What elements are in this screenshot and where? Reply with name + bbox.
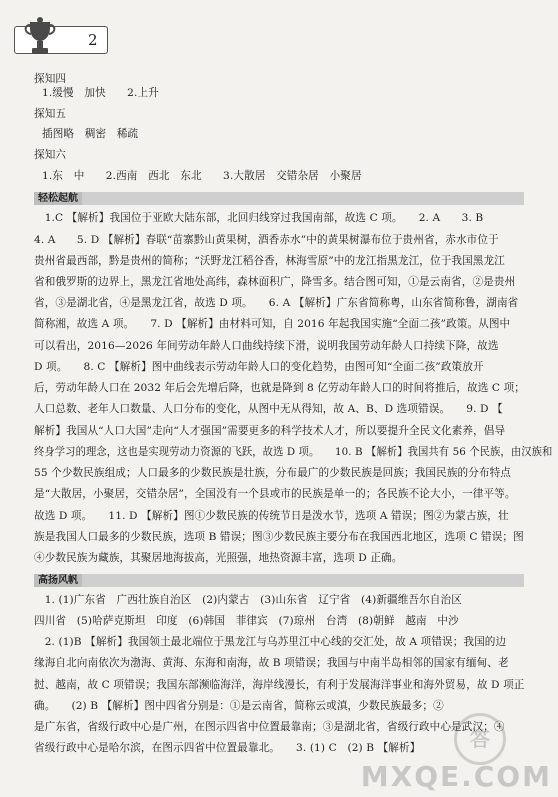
text-line: 简称湘，故选 A 项。 7. D 【解析】由材料可知，自 2016 年起我国实施“全面二孩”政策。从图中 [34, 318, 511, 330]
text-line: 族是我国人口最多的少数民族，选项 B 错误；图③少数民族主要分布在我国西北地区，选项 C 错误；图 [34, 531, 524, 543]
text-line: 探知五 [34, 108, 67, 120]
text-line: 人口总数、老年人口数量、人口分布的变化，从图中无从得知，故 A、B、D 选项错误。 9. D 【 [34, 403, 503, 415]
text-line: 2. (1)B 【解析】我国领土最北端位于黑龙江与乌苏里江中心线的交汇处，故 A 项错误；我国的边 [34, 636, 507, 648]
text-line: 终身学习的理念，这也是实现劳动力资源的飞跃，故选 D 项。 10. B 【解析】我国共有 56 个民族，由汉族和 [34, 446, 553, 458]
section-title: 轻松起航 [34, 192, 82, 205]
text-line: 1.缓慢 加快 2.上升 [42, 87, 159, 99]
text-line: 可以看出，2016—2026 年间劳动年龄人口曲线持续下滑，说明我国劳动年龄人口持续下降，故选 [34, 340, 499, 352]
section-header-bar [34, 574, 524, 587]
watermark-text: MXQE.COM [360, 760, 552, 793]
text-line: 挝、越南，故 C 项错误；我国东部濒临海洋，海岸线漫长，有利于发展海洋事业和海外贸易，故 D 项正 [34, 679, 525, 691]
trophy-icon [22, 16, 58, 58]
text-line: 是“大散居，小聚居，交错杂居”，全国没有一个县或市的民族是单一的；各民族不论大小，一律平等。 [34, 488, 516, 500]
text-line: 省级行政中心是哈尔滨，在图示四省中位置最靠北。 3. (1) C (2) B 【解析】 [34, 742, 421, 754]
text-line: 故选 D 项。 11. D 【解析】图①少数民族的传统节日是泼水节，选项 A 错误；图②为蒙古族，壮 [34, 510, 509, 522]
section-title: 高扬风帆 [34, 574, 82, 587]
text-line: ④少数民族为藏族，其聚居地海拔高，光照强，地热资源丰富，选项 D 正确。 [34, 552, 403, 564]
text-line: 省，③是湖北省，④是黑龙江省，故选 D 项。 6. A 【解析】广东省简称粤，山东省简称鲁，湖南省 [34, 297, 519, 309]
section-header-bar [34, 192, 524, 205]
text-line: 4. A 5. D 【解析】春联“苗寨黔山黄果树，酒香赤水”中的黄果树瀑布位于贵州省，赤水市位于 [34, 234, 499, 246]
page-number: 2 [88, 31, 98, 49]
text-line: 55 个少数民族组成；人口最多的少数民族是壮族，分布最广的少数民族是回族；我国民族的分布特点 [34, 467, 511, 479]
text-line: 省和俄罗斯的边界上，黑龙江省地处高纬，森林面积广，降雪多。结合图可知，①是云南省，②是贵州 [34, 276, 516, 288]
text-line: 解析】我国从“人口大国”走向“人才强国”需要更多的科学技术人才，所以要提升全民文化素养，倡导 [34, 425, 506, 437]
text-line: 1.东 中 2.西南 西北 东北 3.大散居 交错杂居 小聚居 [42, 170, 362, 182]
text-line: 四川省 (5)哈萨克斯坦 印度 (6)韩国 菲律宾 (7)琼州 台湾 (8)朝鲜 越南 中沙 [34, 615, 459, 627]
text-line: 确。 (2) B 【解析】图中四省分别是：①是云南省，简称云或滇，少数民族最多；② [34, 700, 444, 712]
text-line: 探知六 [34, 149, 67, 161]
text-line: 是广东省，省级行政中心是广州，在图示四省中位置最靠南；③是湖北省，省级行政中心是武汉；④ [34, 721, 505, 733]
watermark-logo: 答 [454, 713, 506, 765]
text-line: 插图略 稠密 稀疏 [42, 128, 139, 140]
text-line: D 项。 8. C 【解析】图中曲线表示劳动年龄人口的变化趋势，由图可知“全面二孩”政策放开 [34, 361, 484, 373]
text-line: 缘海自北向南依次为渤海、黄海、东海和南海，故 B 项错误；我国与中南半岛相邻的国家有缅甸、老 [34, 657, 509, 669]
text-line: 探知四 [34, 73, 67, 85]
text-line: 1. (1)广东省 广西壮族自治区 (2)内蒙古 (3)山东省 辽宁省 (4)新疆维吾尔自治区 [34, 594, 462, 606]
text-line: 贵州省最西部，黔是贵州的简称；“沃野龙江稻谷香，林海雪原”中的龙江指黑龙江，位于我国黑龙江 [34, 255, 505, 267]
text-line: 1.C 【解析】我国位于亚欧大陆东部，北回归线穿过我国南部，故选 C 项。 2. A 3. B [34, 212, 484, 224]
text-line: 后，劳动年龄人口在 2032 年后会先增后降，也就是降到 8 亿劳动年龄人口的时间将推后，故选 C 项； [34, 382, 525, 394]
